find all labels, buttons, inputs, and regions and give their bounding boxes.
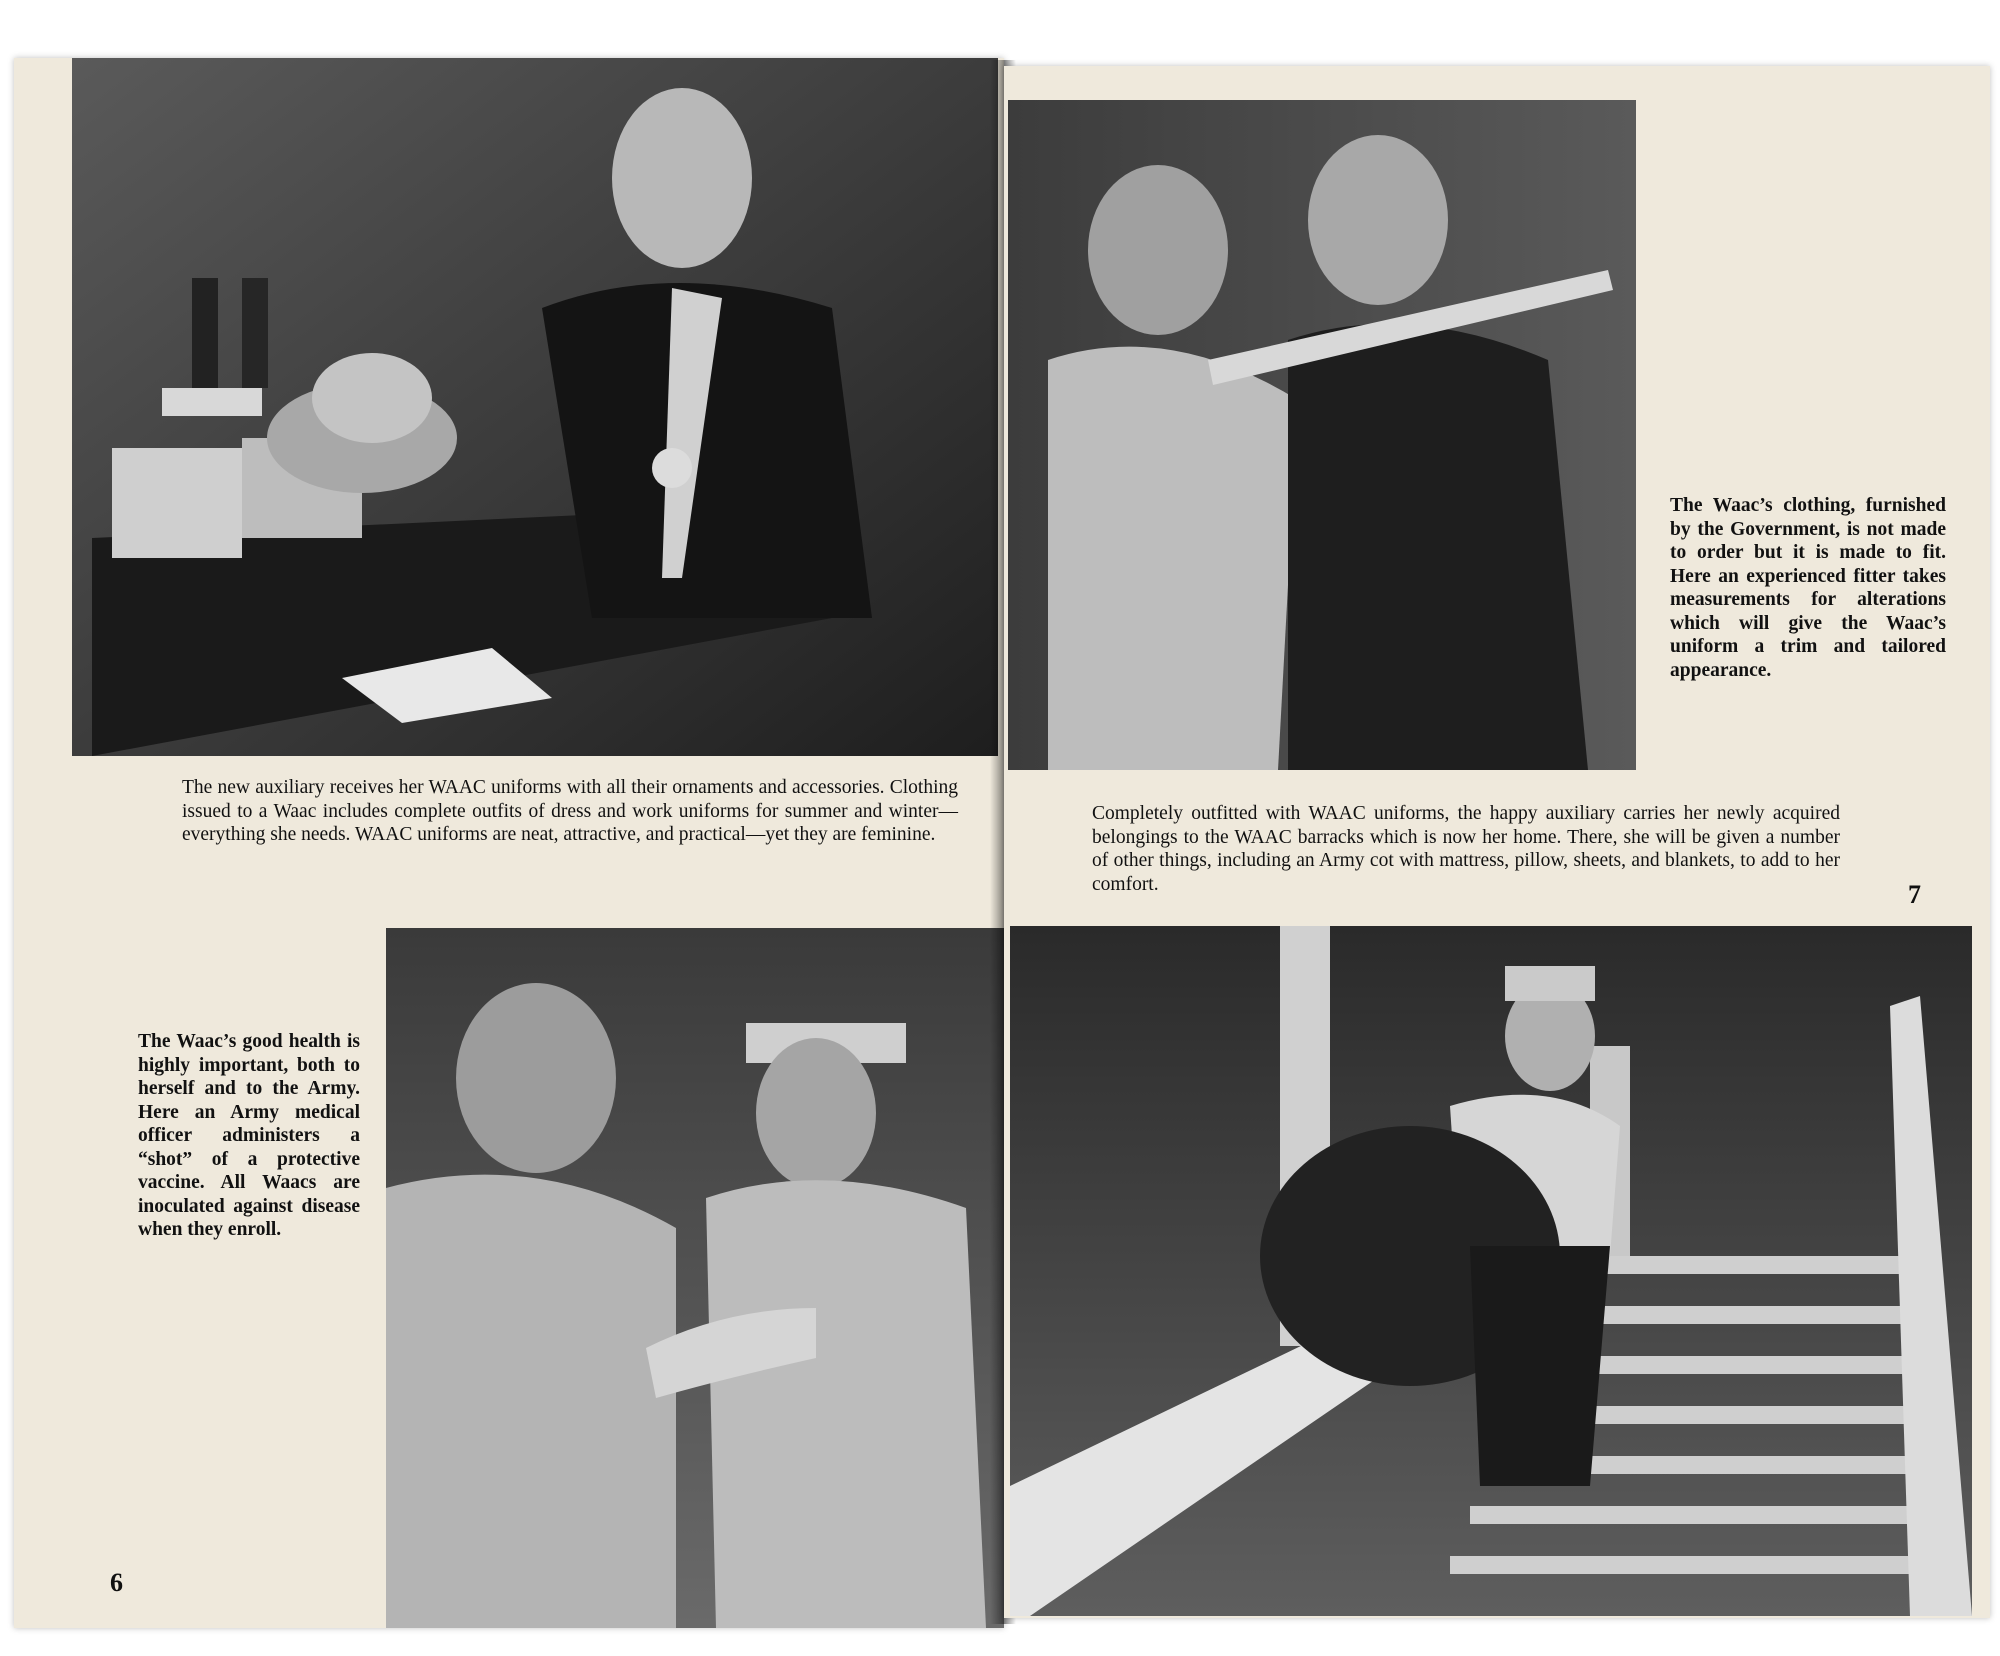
caption-barracks: Completely outfitted with WAAC uniforms, the happy auxiliary carries her newly acquired belongings to the WAAC barracks which is now her home. There, she will be given a number of other things, including an Army cot with mattress, pillow, sheets, and blankets, to add to her comfort. — [1092, 803, 1840, 895]
photo-fitting — [1008, 100, 1636, 770]
right-page — [1004, 66, 1990, 1618]
left-page — [14, 58, 1004, 1628]
caption-health: The Waac’s good health is highly important, both to herself and to the Army. Here an Army medical officer administers a “shot” of a protective vaccine. All Waacs are inoculated against disease when they enroll. — [138, 1031, 360, 1240]
photo-receiving-uniforms — [72, 58, 998, 756]
photo-barracks-stairs — [1010, 926, 1972, 1616]
caption-clothing: The Waac’s clothing, furnished by the Government, is not made to order but it is made to fit. Here an experienced fitter takes measurements for alterations which will give the Waac’s uniform a trim and tailored appearance. — [1670, 495, 1946, 681]
caption-receiving-uniforms: The new auxiliary receives her WAAC uniforms with all their ornaments and accessories. Clothing issued to a Waac includes complete outfits of dress and work uniforms for summer and winter—everything she needs. WAAC uniforms are neat, attractive, and practical—yet they are feminine. — [182, 777, 958, 845]
page-number-left: 6 — [110, 1568, 123, 1597]
page-number-right: 7 — [1908, 880, 1921, 909]
photo-vaccination — [386, 928, 1004, 1628]
